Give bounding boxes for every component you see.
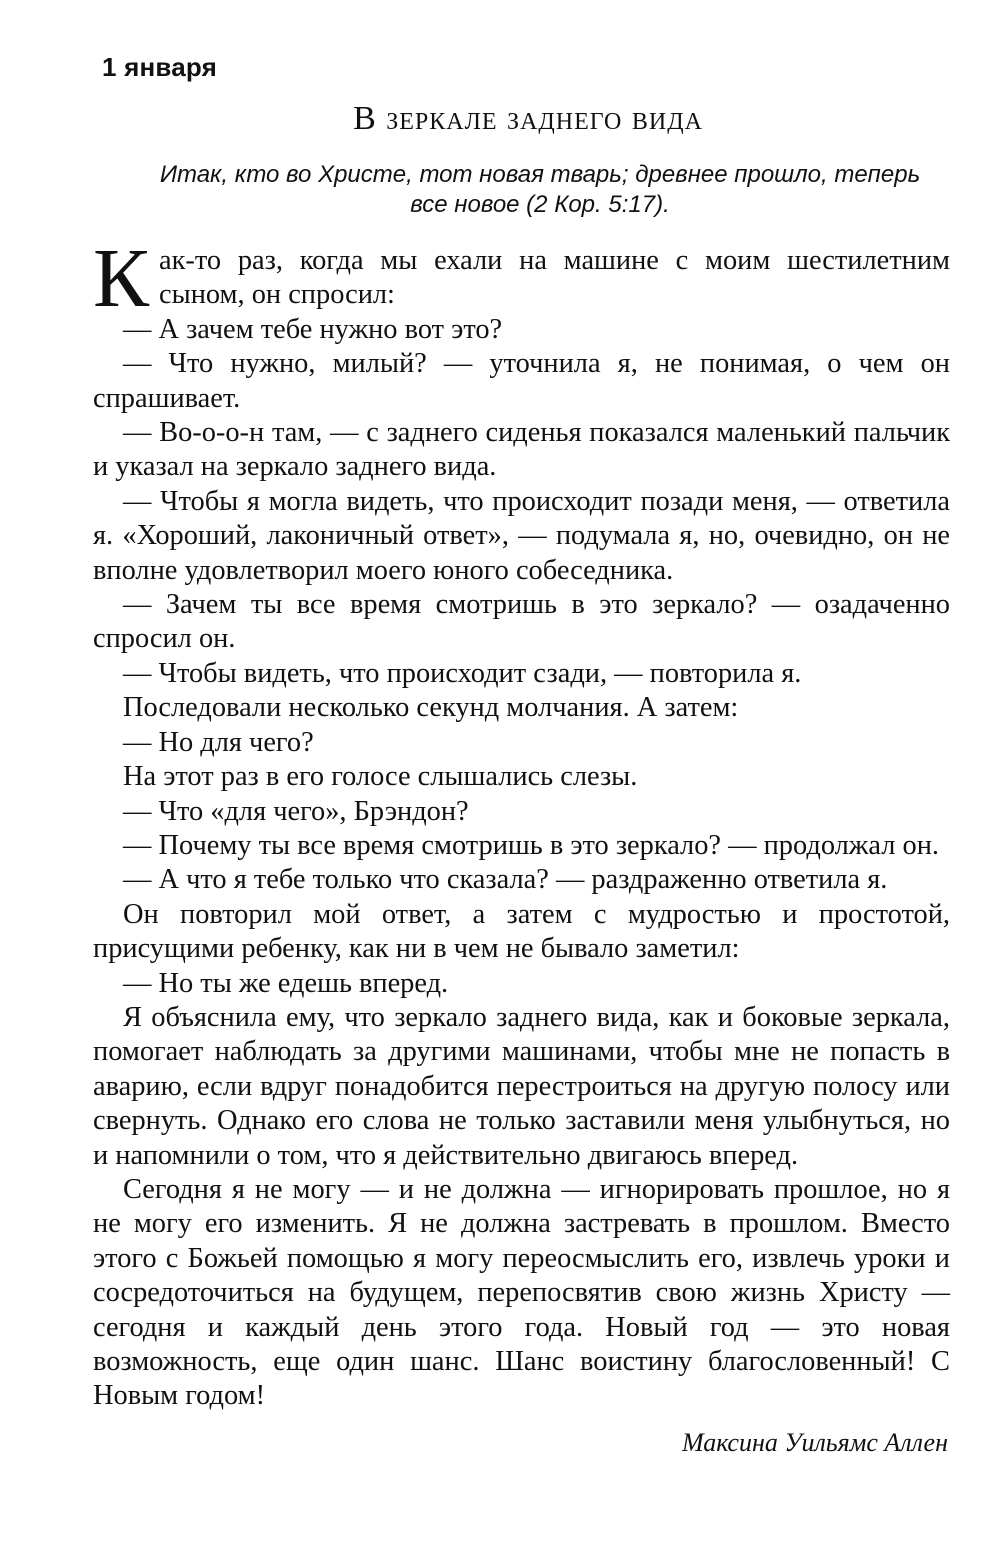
paragraph: — Зачем ты все время смотришь в это зеркало? — озадаченно спросил он. (93, 589, 950, 655)
author-signature: Максина Уильямс Аллен (681, 1428, 948, 1457)
paragraph: Последовали несколько секунд молчания. А затем: (123, 692, 739, 724)
drop-cap: К (93, 232, 150, 325)
article-body (93, 232, 950, 1414)
date-heading: 1 января (102, 52, 217, 82)
epigraph: Итак, кто во Христе, тот новая тварь; древнее прошло, теперь все новое (2 Кор. 5:17). (159, 161, 921, 218)
paragraph: — Чтобы я могла видеть, что происходит позади меня, — ответила я. «Хороший, лаконичный ответ», — подумала я, но, очевидно, он не вполне удовлетворил моего юного собеседника. (93, 485, 950, 586)
paragraph: — Что «для чего», Брэндон? (123, 795, 469, 827)
page-title: В зеркале заднего вида (353, 100, 703, 137)
paragraph: — Но для чего? (123, 726, 314, 758)
paragraph: — Чтобы видеть, что происходит сзади, — повторила я. (123, 657, 802, 689)
paragraph: Как-то раз, когда мы ехали на машине с моим шестилетним сыном, он спросил: (93, 232, 950, 325)
paragraph: Я объяснила ему, что зеркало заднего вида, как и боковые зеркала, помогает наблюдать за другими машинами, чтобы мне не попасть в аварию, если вдруг понадобится перестроиться на другую полосу или свернуть. Однако его слова не только заставили меня улыбнуться, но и напомнили о том, что я действительно двигаюсь вперед. (93, 1001, 950, 1171)
paragraph: — Во-о-о-н там, — с заднего сиденья показался маленький пальчик и указал на зеркало заднего вида. (93, 417, 950, 483)
paragraph: Он повторил мой ответ, а затем с мудростью и простотой, присущими ребенку, как ни в чем не бывало заметил: (93, 898, 950, 965)
paragraph: — Что нужно, милый? — уточнила я, не понимая, о чем он спрашивает. (93, 348, 950, 414)
paragraph: — Почему ты все время смотришь в это зеркало? — продолжал он. (123, 829, 940, 861)
paragraph: — А зачем тебе нужно вот это? (123, 313, 503, 345)
paragraph: — Но ты же едешь вперед. (123, 967, 449, 999)
paragraph: На этот раз в его голосе слышались слезы. (123, 761, 638, 793)
paragraph: Сегодня я не могу — и не должна — игнорировать прошлое, но я не могу его изменить. Я не должна застревать в прошлом. Вместо этого с Божьей помощью я могу переосмыслить его, извлечь уроки и сосредоточиться на будущем, перепосвятив свою жизнь Христу — сегодня и каждый день этого года. Новый год — это новая возможность, еще один шанс. Шанс воистину благословенный! С Новым годом! (93, 1173, 950, 1412)
paragraph: — А что я тебе только что сказала? — раздраженно ответила я. (123, 864, 888, 896)
